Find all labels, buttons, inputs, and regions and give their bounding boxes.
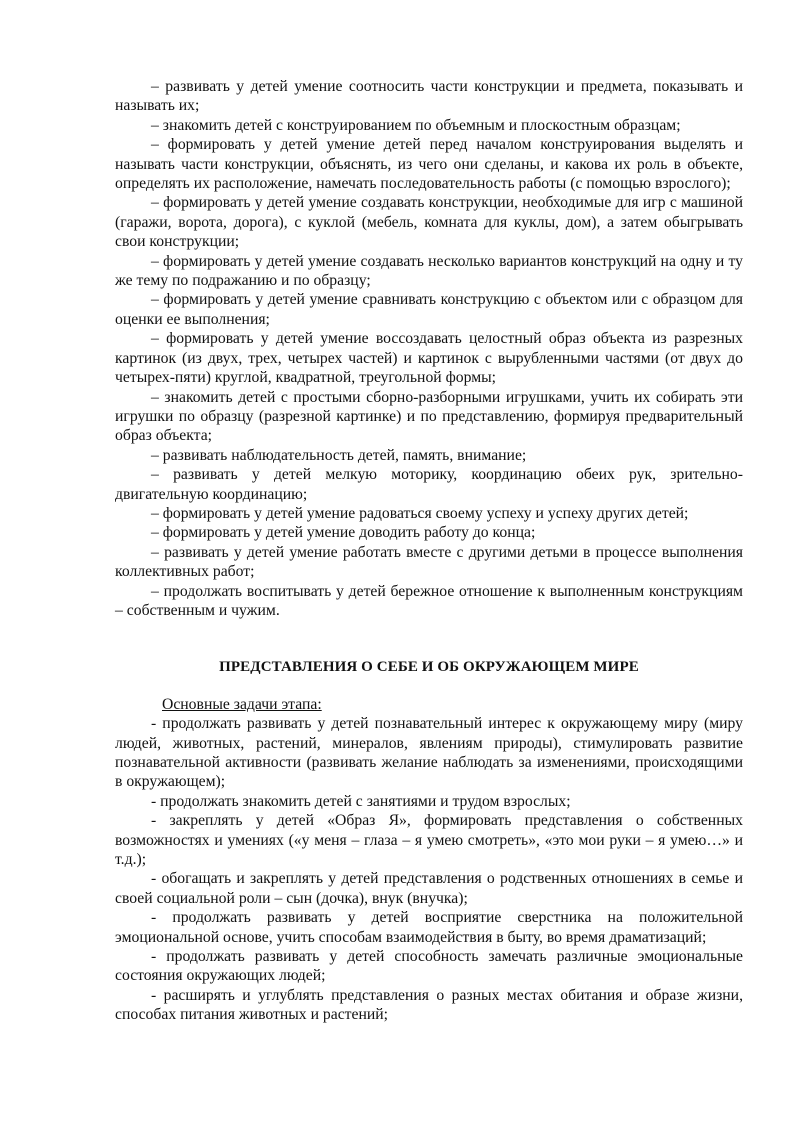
- list-item: – формировать у детей умение детей перед началом конструирования выделять и называть части конструкции, объяснять, из чего они сделаны, и какова их роль в объекте, определять их расположение, намечать последовательность работы (с помощью взрослого);: [115, 136, 743, 193]
- list-item: – развивать у детей мелкую моторику, координацию обеих рук, зрительно-двигательную координацию;: [115, 466, 743, 503]
- section-title: ПРЕДСТАВЛЕНИЯ О СЕБЕ И ОБ ОКРУЖАЮЩЕМ МИРЕ: [219, 659, 639, 676]
- section-subheading: Основные задачи этапа:: [162, 695, 322, 713]
- section-item: - обогащать и закреплять у детей представления о родственных отношениях в семье и своей социальной роли – сын (дочка), внук (внучка);: [115, 870, 743, 907]
- list-item: – знакомить детей с простыми сборно-разборными игрушками, учить их собирать эти игрушки по образцу (разрезной картинке) и по представлению, формируя предварительный образ объекта;: [115, 388, 743, 445]
- list-item: – формировать у детей умение доводить работу до конца;: [151, 524, 536, 542]
- list-item: – развивать у детей умение работать вместе с другими детьми в процессе выполнения коллективных работ;: [115, 543, 743, 581]
- list-item: – знакомить детей с конструированием по объемным и плоскостным образцам;: [151, 116, 681, 134]
- list-item: – формировать у детей умение создавать конструкции, необходимые для игр с машиной (гаражи, ворота, дорога), с куклой (мебель, комната для куклы, дом), а затем обыгрывать свои конструкции;: [115, 194, 743, 251]
- list-item: – формировать у детей умение создавать несколько вариантов конструкций на одну и ту же тему по подражанию и по образцу;: [115, 252, 743, 290]
- section-item: - продолжать развивать у детей способность замечать различные эмоциональные состояния окружающих людей;: [115, 948, 743, 985]
- section-item: - продолжать развивать у детей восприятие сверстника на положительной эмоциональной основе, учить способам взаимодействия в быту, во время драматизаций;: [115, 909, 743, 946]
- list-item: – формировать у детей умение радоваться своему успеху и успеху других детей;: [151, 504, 689, 522]
- document-page: [115, 77, 743, 1025]
- section-item: - продолжать развивать у детей познавательный интерес к окружающему миру (миру людей, животных, растений, минералов, явлениям природы), стимулировать развитие познавательной активности (развивать желание наблюдать за изменениями, происходящими в окружающем);: [115, 715, 743, 791]
- list-item: – формировать у детей умение воссоздавать целостный образ объекта из разрезных картинок (из двух, трех, четырех частей) и картинок с вырубленными частями (от двух до четырех-пяти) круглой, квадратной, треугольной формы;: [115, 330, 743, 387]
- list-item: – развивать наблюдательность детей, память, внимание;: [151, 446, 527, 464]
- section-item: - закреплять у детей «Образ Я», формировать представления о собственных возможностях и умениях («у меня – глаза – я умею смотреть», «это мои руки – я умею…» и т.д.);: [115, 812, 743, 869]
- list-item: – развивать у детей умение соотносить части конструкции и предмета, показывать и называть их;: [115, 78, 743, 115]
- list-item: – продолжать воспитывать у детей бережное отношение к выполненным конструкциям – собственным и чужим.: [115, 582, 743, 619]
- list-item: – формировать у детей умение сравнивать конструкцию с объектом или с образцом для оценки ее выполнения;: [115, 291, 743, 328]
- section-item: - расширять и углублять представления о разных местах обитания и образе жизни, способах питания животных и растений;: [115, 986, 743, 1024]
- section-item: - продолжать знакомить детей с занятиями и трудом взрослых;: [151, 792, 571, 810]
